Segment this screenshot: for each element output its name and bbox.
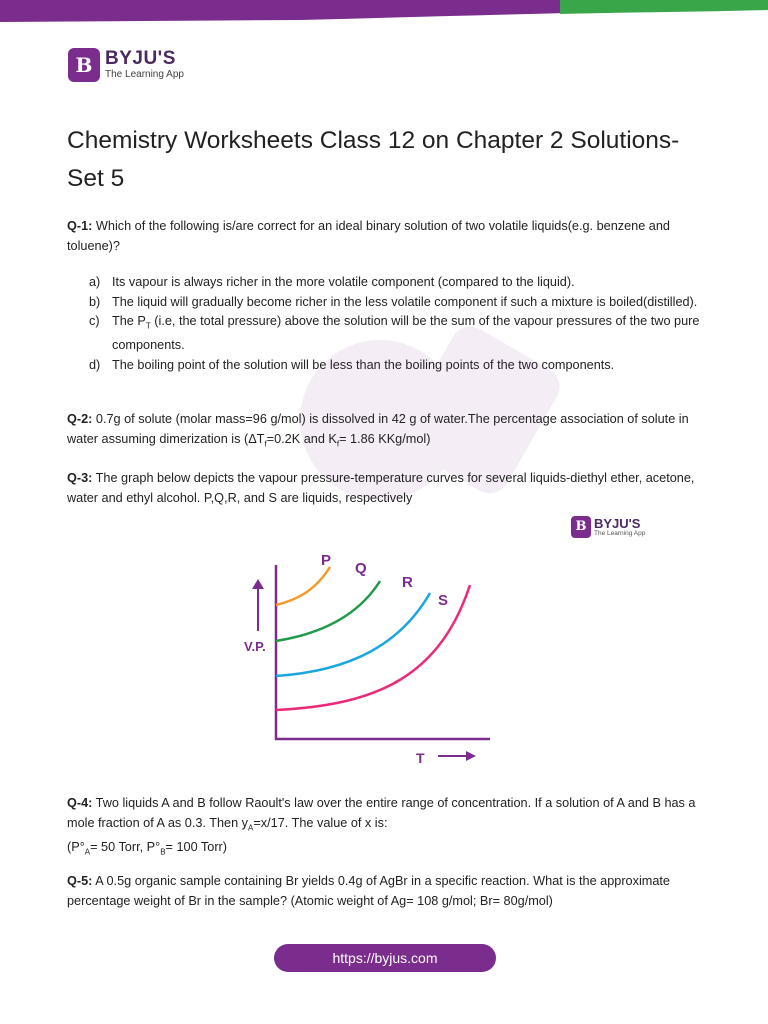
question-text: A 0.5g organic sample containing Br yields 0.4g of AgBr in a specific reaction. What is the approximate percentage weight of Br in the sample? (Atomic weight of Ag= 108 g/mol; Br= 80g/mol) xyxy=(67,874,670,908)
question-label: Q-3: xyxy=(67,471,93,485)
vapour-pressure-graph xyxy=(230,545,520,775)
curve-label-s: S xyxy=(438,592,449,609)
question-label: Q-1: xyxy=(67,219,93,233)
question-label: Q-5: xyxy=(67,874,93,888)
option-b: b) The liquid will gradually become richer in the less volatile component if such a mixture is boiled(distilled). xyxy=(89,294,698,309)
curve-p xyxy=(276,567,330,605)
question-5 xyxy=(67,872,707,911)
y-axis-label: V.P. xyxy=(244,639,266,654)
graph-brand-logo: B BYJU'S The Learning App xyxy=(571,516,645,538)
question-label: Q-2: xyxy=(67,412,93,426)
option-c: c) The $P_T$ (i.e, the total pressure) above the solution will be the sum of the vapour pressures of the two pure components. xyxy=(89,314,700,353)
question-1 xyxy=(67,217,707,256)
brand-mark-icon: B xyxy=(571,516,591,538)
brand-name: BYJU'S xyxy=(105,48,176,69)
question-text: Which of the following is/are correct for an ideal binary solution of two volatile liquids(e.g. benzene and toluene)? xyxy=(67,219,670,253)
question-label: Q-4: xyxy=(67,796,93,810)
curve-r xyxy=(276,593,430,676)
curve-label-r: R xyxy=(402,574,413,591)
curve-q xyxy=(276,581,380,641)
x-arrow-icon xyxy=(438,751,476,761)
brand-logo xyxy=(68,48,184,82)
y-arrow-icon xyxy=(252,579,264,631)
question-3 xyxy=(67,469,707,508)
question-1-options xyxy=(67,273,707,375)
page-title: Chemistry Worksheets Class 12 on Chapter 2 Solutions-Set 5 xyxy=(67,127,680,192)
question-text: The graph below depicts the vapour pressure-temperature curves for several liquids-diethyl ether, acetone, water and ethyl alcohol. P,Q,R, and S are liquids, respectively xyxy=(67,471,695,505)
brand-mark-icon: B xyxy=(68,48,100,82)
brand-tagline: The Learning App xyxy=(105,69,184,80)
option-a: a) Its vapour is always richer in the more volatile component (compared to the liquid). xyxy=(89,275,575,289)
option-d: d) The boiling point of the solution will be less than the boiling points of the two components. xyxy=(89,357,615,372)
question-2: Q-2: 0.7g of solute (molar mass=96 g/mol) is dissolved in 42 g of water.The percentage association of solute in water assuming dimerization is ($\Delta T_f=0.2K$ and $K_f= 1.86$ KKg/mol) xyxy=(67,412,689,449)
curve-label-p: P xyxy=(321,552,332,569)
footer-url-link[interactable]: https://byjus.com xyxy=(274,944,496,972)
x-axis-label: T xyxy=(416,750,425,766)
top-decorative-bar xyxy=(0,0,768,22)
question-4: Q-4: Two liquids A and B follow Raoult's law over the entire range of concentration. If a solution of A and B has a mole fraction of A as 0.3. Then $y_A=x/17$. The value of x is: ($P^\circ_A= 50$ Torr, $P^\circ_B= 100$ Torr) xyxy=(67,796,696,857)
curve-label-q: Q xyxy=(355,560,367,577)
